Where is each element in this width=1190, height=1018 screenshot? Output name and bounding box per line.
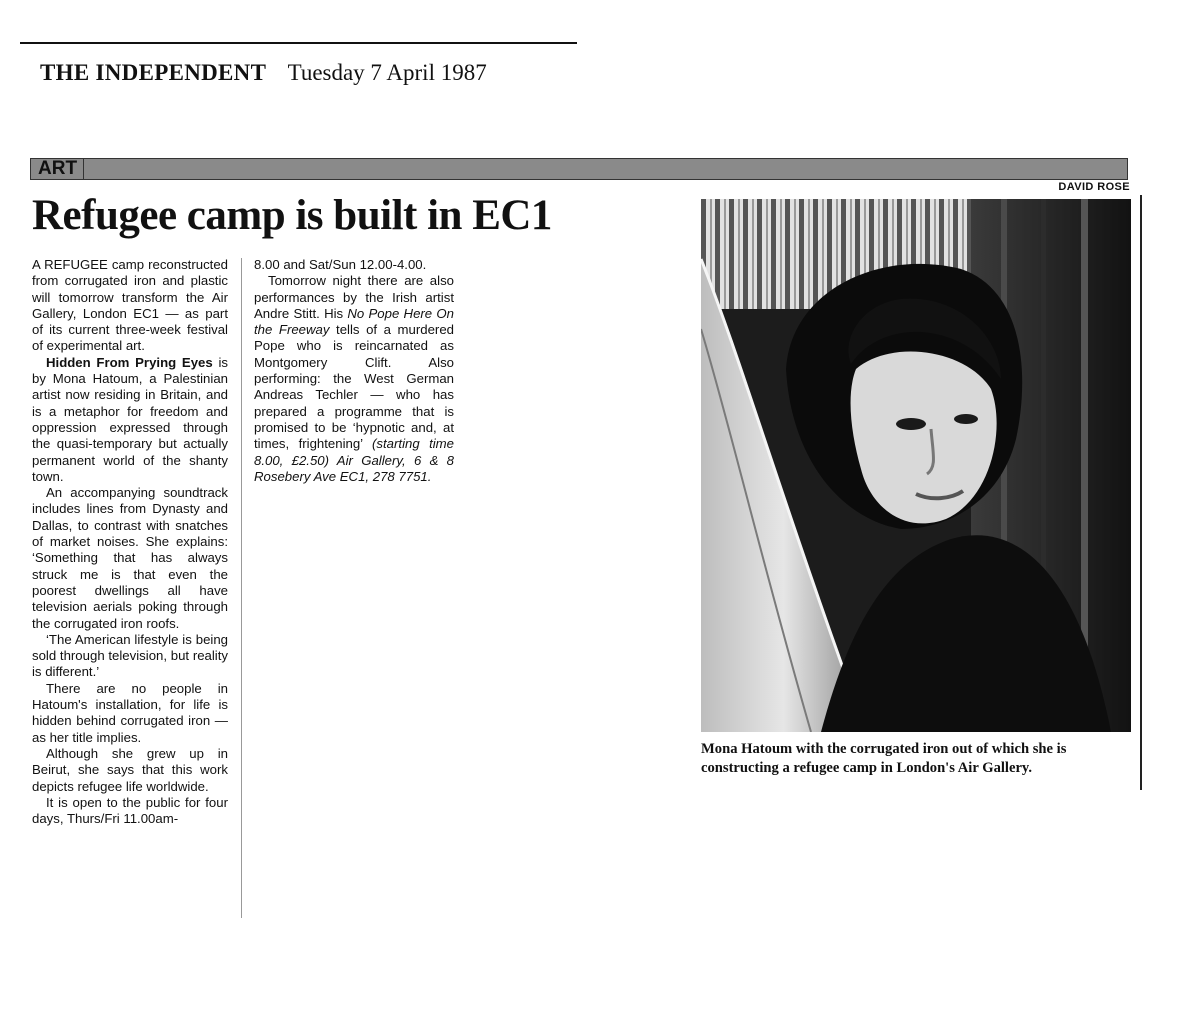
artwork-title: Hidden From Prying Eyes xyxy=(46,354,213,370)
paragraph: 8.00 and Sat/Sun 12.00-4.00. xyxy=(254,257,427,272)
paragraph: There are no people in Hatoum's installation, for life is hidden behind corrugated iron — as her title implies. xyxy=(32,680,228,745)
paragraph: Tomorrow night there are also performances by the Irish artist Andre Stitt. His No Pope Here On the Freeway tells of a murdered Pope who is reincarnated as Montgomery Clift. Also performing: the West German Andreas Techler — who has prepared a programme that is promised to be ‘hypnotic and, at times, frightening’ (starting time 8.00, £2.50) Air Gallery, 6 & 8 Rosebery Ave EC1, 278 7751. xyxy=(254,273,454,484)
headline: Refugee camp is built in EC1 xyxy=(32,192,552,239)
column-divider xyxy=(241,258,242,918)
top-rule xyxy=(20,42,577,44)
venue-info: (starting time 8.00, £2.50) Air Gallery, 6 & 8 Rosebery Ave EC1, 278 7751. xyxy=(254,436,454,484)
paragraph: Hidden From Prying Eyes is by Mona Hatoum, a Palestinian artist now residing in Britain, and is a metaphor for freedom and oppression expressed through the quasi-temporary but actually permanent world of the shanty town. xyxy=(32,354,228,484)
photo-illustration xyxy=(701,199,1131,732)
section-bar xyxy=(30,158,1128,180)
photo-side-rule xyxy=(1140,195,1142,790)
performance-title: No Pope Here On the Freeway xyxy=(254,305,454,338)
section-label: ART xyxy=(32,158,84,180)
article-column-2 xyxy=(254,257,454,485)
photo-credit: DAVID ROSE xyxy=(1058,181,1130,193)
photo-caption: Mona Hatoum with the corrugated iron out of which she is constructing a refugee camp in London's Air Gallery. xyxy=(701,741,1067,776)
paragraph: It is open to the public for four days, Thurs/Fri 11.00am- xyxy=(32,794,228,827)
paragraph: A REFUGEE camp reconstructed from corrugated iron and plastic will tomorrow transform the Air Gallery, London EC1 — as part of its current three-week festival of experimental art. xyxy=(32,257,228,354)
article-column-1 xyxy=(32,257,228,827)
paragraph: ‘The American lifestyle is being sold through television, but reality is different.’ xyxy=(32,631,228,680)
photo-mona-hatoum xyxy=(701,199,1131,732)
masthead xyxy=(40,60,487,86)
paragraph: Although she grew up in Beirut, she says that this work depicts refugee life worldwide. xyxy=(32,745,228,794)
publication-date: Tuesday 7 April 1987 xyxy=(287,60,487,85)
newspaper-name: THE INDEPENDENT xyxy=(40,60,267,85)
paragraph: An accompanying soundtrack includes lines from Dynasty and Dallas, to contrast with snatches of market noises. She explains: ‘Something that has always struck me is that even the poorest dwellings all have television aerials poking through the corrugated iron roofs. xyxy=(32,485,228,631)
